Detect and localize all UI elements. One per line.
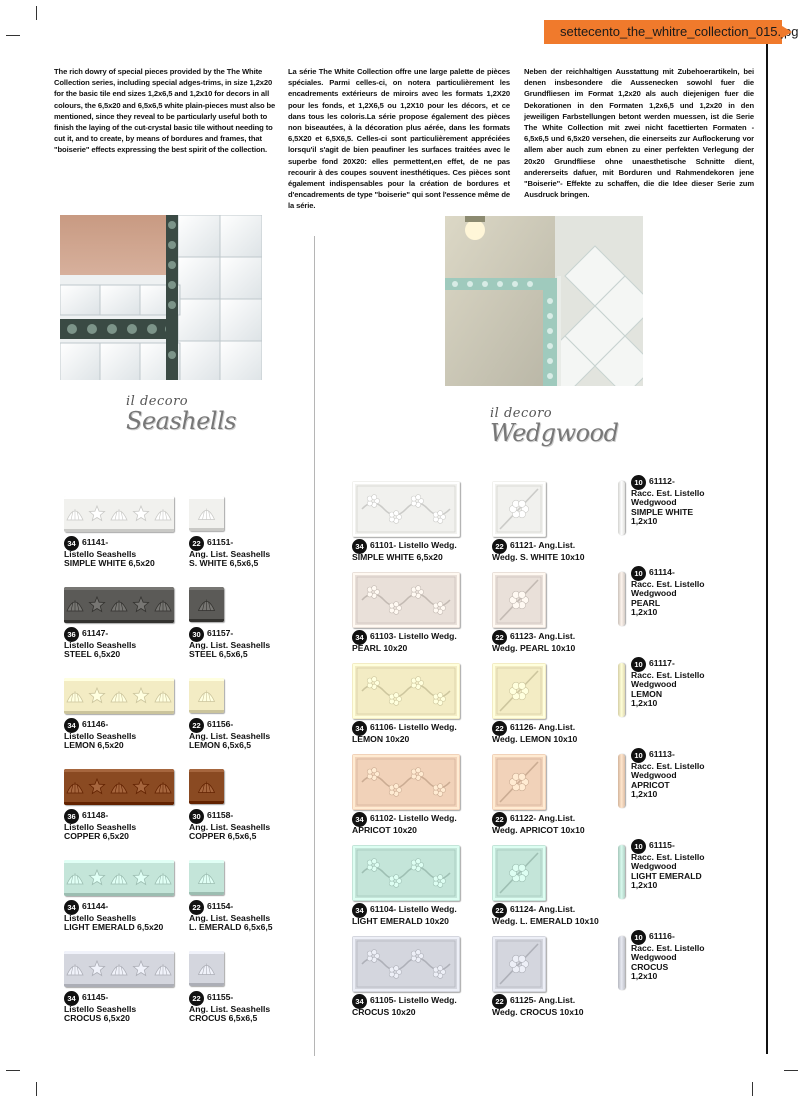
wedgwood-title-line2: Wedgwood [490, 419, 619, 447]
wedgwood-corner-label-line: 61123- Ang.List. [510, 631, 576, 641]
crop-mark [36, 6, 37, 20]
crop-mark [6, 35, 20, 36]
wedgwood-edge-trim-label-line: Wedgwood [631, 679, 677, 690]
wedgwood-edge-trim-label-line: Wedgwood [631, 952, 677, 963]
seashells-listello-label-size-badge: 36 [64, 627, 79, 642]
seashells-corner-label-line: 61156- [207, 719, 234, 729]
wedgwood-edge-trim-label-line: 1,2x10 [631, 698, 658, 709]
seashells-corner-label-line: 61157- [207, 628, 234, 638]
seashells-corner-label-line: S. WHITE 6,5x6,5 [189, 558, 259, 569]
wedgwood-title [490, 406, 618, 447]
seashells-corner-label-size-badge: 22 [189, 718, 204, 733]
seashells-corner-tile [189, 587, 224, 622]
wedgwood-edge-trim-label-line: Racc. Est. Listello [631, 760, 705, 771]
wedgwood-edge-trim-label-line: CROCUS [631, 961, 669, 972]
seashells-corner-label-line: Ang. List. Seashells [189, 548, 271, 559]
right-margin-rule [766, 44, 768, 1054]
seashells-listello-label-size-badge: 36 [64, 809, 79, 824]
crop-mark [36, 1082, 37, 1096]
wedgwood-listello-tile [352, 936, 460, 992]
seashells-corner-label-line: 61155- [207, 992, 234, 1002]
wedgwood-listello-label-size-badge: 34 [352, 630, 367, 645]
wedgwood-listello-label-line: SIMPLE WHITE 6,5x20 [352, 551, 443, 562]
wedgwood-edge-trim-label-line: 61114- [649, 567, 675, 577]
wedgwood-corner-tile [492, 572, 546, 628]
wedgwood-edge-trim-label-line: 1,2x10 [631, 607, 658, 618]
wedgwood-listello-label-line: LIGHT EMERALD 10x20 [352, 915, 449, 926]
seashells-corner-label-line: L. EMERALD 6,5x6,5 [189, 922, 273, 933]
wedgwood-edge-trim-piece [618, 754, 625, 808]
wedgwood-edge-trim-piece [618, 936, 625, 990]
photo-seashells-installation [60, 215, 262, 380]
seashells-title-line1: il decoro [126, 394, 189, 409]
wedgwood-listello-label-line: 61106- Listello Wedg. [370, 722, 457, 732]
wedgwood-corner-tile [492, 481, 546, 537]
wedgwood-listello-label-size-badge: 34 [352, 812, 367, 827]
seashells-listello-label-line: Listello Seashells [64, 639, 137, 650]
wedgwood-corner-label-line: 61122- Ang.List. [510, 813, 576, 823]
wedgwood-listello-label-line: APRICOT 10x20 [352, 824, 417, 835]
wedgwood-listello-label-line: PEARL 10x20 [352, 642, 408, 653]
wedgwood-edge-trim-label-line: Racc. Est. Listello [631, 669, 705, 680]
wedgwood-corner-label-size-badge: 22 [492, 903, 507, 918]
wedgwood-corner-tile [492, 663, 546, 719]
wedgwood-listello-label-line: 61104- Listello Wedg. [370, 904, 457, 914]
seashells-corner-label-size-badge: 30 [189, 627, 204, 642]
wedgwood-edge-trim-piece [618, 663, 625, 717]
wedgwood-listello-tile [352, 481, 460, 537]
wedgwood-listello-tile [352, 572, 460, 628]
wedgwood-listello-label-line: 61103- Listello Wedg. [370, 631, 457, 641]
intro-text-german: Neben der reichhaltigen Ausstattung mit Zubehoerartikeln, bei denen insbesondere die Aussenecken sowohl fuer die Grundfliesen im Format 1,2x20 als auch diejenigen fuer die Dekorationen in den Formaten 1,2x6,5 und 1,2x20 in den jeweiligen Farbstellungen betont werden muessen, ist die Serie The White Collection mit zwei nicht facettierten Formaten - 6,5x6,5 und 6,5x20 versehen, die einerseits zur Auflockerung vor allem aber auch zum ebnen zu einer perfekten Verlegung der 20x20 Grundfliese ohne unaesthetische Schnitte dient, andererseits dafuer, mit Borduren und Rahmendekoren jene "Boiserie"- Effekte zu schaffen, die die Idee dieser Serie zum Ausdruck bringen. [524, 67, 754, 200]
wedgwood-listello-label-line: 61102- Listello Wedg. [370, 813, 457, 823]
seashells-listello-label-line: 61148- [82, 810, 109, 820]
seashells-corner-label-size-badge: 22 [189, 900, 204, 915]
seashells-listello-tile [64, 860, 174, 896]
seashells-listello-label-line: CROCUS 6,5x20 [64, 1013, 130, 1024]
seashells-corner-label-line: COPPER 6,5x6,5 [189, 831, 257, 842]
seashells-listello-label-line: LEMON 6,5x20 [64, 740, 124, 751]
wedgwood-edge-trim-label-size-badge: 10 [631, 657, 646, 672]
seashells-corner-label-line: Ang. List. Seashells [189, 639, 271, 650]
wedgwood-corner-label-line: Wedg. APRICOT 10x10 [492, 824, 585, 835]
seashells-listello-label-line: SIMPLE WHITE 6,5x20 [64, 558, 155, 569]
wedgwood-corner-label-line: Wedg. LEMON 10x10 [492, 733, 578, 744]
intro-text-english: The rich dowry of special pieces provided by the The White Collection series, including special adges-trims, in size 1,2x20 for the basic tile end sizes 1,2x6,5 and 1,2x10 for decors in all colours, the 6,5x20 and 6,5x6,5 white plain-pieces must also be mentioned, since they reveal to be particularly useful both to finish the laying of the cut-crystal basic tile without needing to cut it, and to create, by means of bordures and frames, that "boiserie" effects expressing the best spirit of the collection. [54, 67, 276, 155]
seashells-listello-label-line: Listello Seashells [64, 912, 137, 923]
seashells-listello-label-line: Listello Seashells [64, 1003, 137, 1014]
seashells-corner-tile [189, 951, 224, 986]
intro-text-french: La série The White Collection offre une large palette de pièces spéciales. Parmi celles-ci, on notera particulièrement les encadrements extérieurs de miroirs avec les formats 1,2X20 pour les fonds, et 1,2X6,5 ou 1,2X10 pour les décors, et ce dans tous les coloris.La série propose également des pièces non biseautées, à la décoration plus aérée, dans les formats 6,5X20 et 6,5X6,5. Celles-ci sont particulièrement appréciées lorsqu'il s'agit de bien peaufiner les surfaces traitées avec le superbe fond 20X20: elles permettent,en effet, de ne pas recourir à des coupes souvent inesthétiques. Ces pièces sont également indispensables pour la création de bordures et d'encadrements de type "boiserie" qui sont l'essence même de la série. [288, 67, 510, 211]
wedgwood-corner-label-size-badge: 22 [492, 812, 507, 827]
seashells-listello-label-line: Listello Seashells [64, 730, 137, 741]
seashells-corner-tile [189, 769, 224, 804]
wedgwood-edge-trim-label-line: 61112- [649, 476, 675, 486]
wedgwood-corner-label-line: Wedg. CROCUS 10x10 [492, 1006, 584, 1017]
seashells-corner-label-line: 61151- [207, 537, 234, 547]
wedgwood-edge-trim-label-line: LEMON [631, 688, 663, 699]
seashells-corner-label-size-badge: 30 [189, 809, 204, 824]
wedgwood-edge-trim-label-line: 1,2x10 [631, 880, 658, 891]
wedgwood-edge-trim-label-line: 1,2x10 [631, 971, 658, 982]
wedgwood-corner-tile [492, 754, 546, 810]
wedgwood-edge-trim-label-size-badge: 10 [631, 748, 646, 763]
seashells-listello-label-size-badge: 34 [64, 900, 79, 915]
wedgwood-edge-trim-label-size-badge: 10 [631, 839, 646, 854]
wedgwood-title-line1: il decoro [490, 406, 553, 421]
wedgwood-listello-label-size-badge: 34 [352, 994, 367, 1009]
seashells-corner-tile [189, 860, 224, 895]
seashells-listello-label-line: LIGHT EMERALD 6,5x20 [64, 922, 164, 933]
seashells-corner-tile [189, 496, 224, 531]
wedgwood-listello-label-line: LEMON 10x20 [352, 733, 410, 744]
seashells-listello-label-line: 61147- [82, 628, 109, 638]
wedgwood-listello-label-line: 61101- Listello Wedg. [370, 540, 457, 550]
seashells-listello-label-line: 61144- [82, 901, 109, 911]
seashells-listello-label-line: 61145- [82, 992, 109, 1002]
seashells-listello-label-line: STEEL 6,5x20 [64, 649, 121, 660]
seashells-corner-label-line: Ang. List. Seashells [189, 912, 271, 923]
file-name-tag: settecento_the_whitre_collection_015.jpg [544, 20, 782, 44]
wedgwood-corner-label-line: 61121- Ang.List. [510, 540, 576, 550]
seashells-corner-label-size-badge: 22 [189, 536, 204, 551]
seashells-corner-label-line: LEMON 6,5x6,5 [189, 740, 252, 751]
seashells-listello-label-line: 61146- [82, 719, 109, 729]
wedgwood-edge-trim-label-line: APRICOT [631, 779, 670, 790]
crop-mark [752, 1082, 753, 1096]
wedgwood-edge-trim-label-line: 61115- [649, 840, 675, 850]
wedgwood-corner-label-line: 61126- Ang.List. [510, 722, 576, 732]
seashells-listello-tile [64, 769, 174, 805]
wedgwood-listello-label-line: 61105- Listello Wedg. [370, 995, 457, 1005]
wedgwood-edge-trim-label-line: Wedgwood [631, 861, 677, 872]
seashells-corner-tile [189, 678, 224, 713]
wedgwood-edge-trim-piece [618, 572, 625, 626]
seashells-corner-label-line: Ang. List. Seashells [189, 1003, 271, 1014]
wedgwood-corner-label-size-badge: 22 [492, 539, 507, 554]
seashells-listello-label-line: COPPER 6,5x20 [64, 831, 129, 842]
seashells-listello-label-line: Listello Seashells [64, 548, 137, 559]
seashells-listello-label-size-badge: 34 [64, 536, 79, 551]
seashells-listello-label-size-badge: 34 [64, 991, 79, 1006]
seashells-listello-label-line: Listello Seashells [64, 821, 137, 832]
wedgwood-listello-label-size-badge: 34 [352, 721, 367, 736]
wedgwood-corner-label-line: Wedg. S. WHITE 10x10 [492, 551, 585, 562]
wedgwood-corner-label-line: Wedg. L. EMERALD 10x10 [492, 915, 599, 926]
wedgwood-edge-trim-label-line: Racc. Est. Listello [631, 578, 705, 589]
wedgwood-edge-trim-label-line: 1,2x10 [631, 516, 658, 527]
seashells-corner-label-line: 61154- [207, 901, 234, 911]
file-tag-arrow-icon [782, 26, 792, 38]
wedgwood-corner-label-line: 61125- Ang.List. [510, 995, 576, 1005]
wedgwood-edge-trim-label-line: 61117- [649, 658, 675, 668]
seashells-listello-tile [64, 678, 174, 714]
wedgwood-corner-label-size-badge: 22 [492, 630, 507, 645]
seashells-listello-label-size-badge: 34 [64, 718, 79, 733]
wedgwood-listello-label-size-badge: 34 [352, 539, 367, 554]
wedgwood-corner-label-line: Wedg. PEARL 10x10 [492, 642, 576, 653]
wedgwood-listello-label-size-badge: 34 [352, 903, 367, 918]
wedgwood-edge-trim-label-line: Racc. Est. Listello [631, 487, 705, 498]
seashells-corner-label-line: CROCUS 6,5x6,5 [189, 1013, 258, 1024]
wedgwood-corner-tile [492, 936, 546, 992]
wedgwood-edge-trim-label-size-badge: 10 [631, 475, 646, 490]
seashells-listello-tile [64, 951, 174, 987]
wedgwood-edge-trim-label-line: Wedgwood [631, 497, 677, 508]
wedgwood-corner-label-size-badge: 22 [492, 994, 507, 1009]
seashells-corner-label-line: STEEL 6,5x6,5 [189, 649, 248, 660]
wedgwood-listello-label-line: CROCUS 10x20 [352, 1006, 416, 1017]
photo-wedgwood-installation [445, 216, 643, 386]
wedgwood-edge-trim-label-line: 61116- [649, 931, 675, 941]
wedgwood-edge-trim-label-line: 1,2x10 [631, 789, 658, 800]
wedgwood-edge-trim-label-line: Racc. Est. Listello [631, 942, 705, 953]
seashells-corner-label-line: 61158- [207, 810, 234, 820]
wedgwood-edge-trim-label-line: LIGHT EMERALD [631, 870, 702, 881]
seashells-listello-tile [64, 496, 174, 532]
wedgwood-edge-trim-label-line: SIMPLE WHITE [631, 506, 694, 517]
seashells-listello-tile [64, 587, 174, 623]
wedgwood-listello-tile [352, 845, 460, 901]
wedgwood-edge-trim-label-line: Wedgwood [631, 770, 677, 781]
wedgwood-edge-trim-label-line: Racc. Est. Listello [631, 851, 705, 862]
wedgwood-corner-label-size-badge: 22 [492, 721, 507, 736]
wedgwood-edge-trim-label-size-badge: 10 [631, 930, 646, 945]
wedgwood-edge-trim-label-size-badge: 10 [631, 566, 646, 581]
seashells-title [126, 394, 236, 435]
wedgwood-edge-trim-piece [618, 481, 625, 535]
wedgwood-edge-trim-label-line: 61113- [649, 749, 675, 759]
crop-mark [6, 1070, 20, 1071]
wedgwood-edge-trim-label-line: PEARL [631, 597, 661, 608]
seashells-corner-label-line: Ang. List. Seashells [189, 730, 271, 741]
wedgwood-edge-trim-piece [618, 845, 625, 899]
wedgwood-edge-trim-label-line: Wedgwood [631, 588, 677, 599]
seashells-corner-label-size-badge: 22 [189, 991, 204, 1006]
wedgwood-listello-tile [352, 754, 460, 810]
seashells-corner-label-line: Ang. List. Seashells [189, 821, 271, 832]
seashells-title-line2: Seashells [126, 407, 237, 435]
column-divider [314, 236, 315, 1056]
seashells-listello-label-line: 61141- [82, 537, 109, 547]
wedgwood-listello-tile [352, 663, 460, 719]
wedgwood-corner-label-line: 61124- Ang.List. [510, 904, 576, 914]
wedgwood-corner-tile [492, 845, 546, 901]
crop-mark [784, 1070, 798, 1071]
